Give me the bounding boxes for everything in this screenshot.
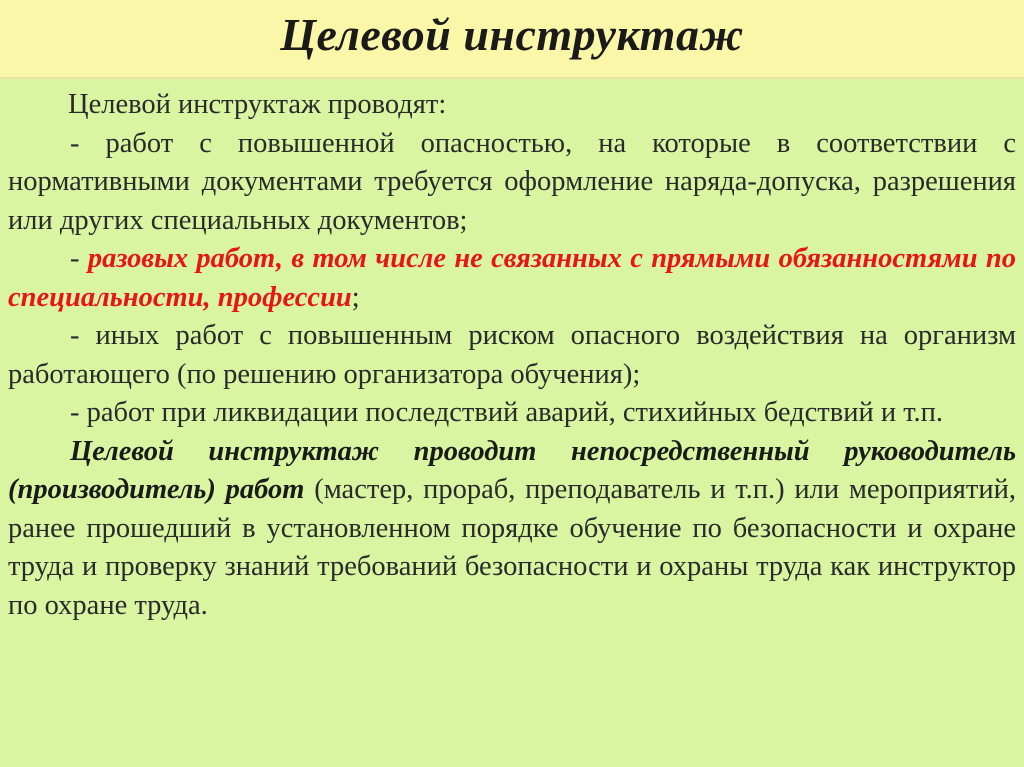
list-item-high-risk: - иных работ с повышенным риском опасного воздействия на организм работающего (по решению организатора обучения);: [8, 320, 1016, 390]
title-bar: [0, 0, 1024, 79]
item-punctuation: ;: [351, 281, 360, 313]
red-emphasis-text: разовых работ, в том числе не связанных с прямыми обязанностями по специальности, профессии: [8, 243, 1016, 313]
list-item-high-danger: - работ с повышенной опасностью, на которые в соответствии с нормативными документами требуется оформление наряда-допуска, разрешения или других специальных документов;: [8, 127, 1016, 236]
list-item-accidents: - работ при ликвидации последствий аварий, стихийных бедствий и т.п.: [70, 397, 944, 428]
final-paragraph: [8, 433, 1016, 626]
slide-body: [8, 86, 1016, 625]
item-dash: -: [70, 243, 88, 274]
list-item-one-time-work: [8, 240, 1016, 317]
final-paragraph-rest: (мастер, прораб, преподаватель и т.п.) или мероприятий, ранее прошедший в установленном порядке обучение по безопасности и охране труда и проверку знаний требований безопасности и охраны труда как инструктор по охране труда.: [8, 474, 1016, 621]
slide-title: Целевой инструктаж: [280, 9, 744, 60]
intro-line: Целевой инструктаж проводят:: [68, 89, 447, 120]
bold-italic-emphasis: Целевой инструктаж проводит непосредственный руководитель (производитель) работ: [8, 435, 1016, 505]
